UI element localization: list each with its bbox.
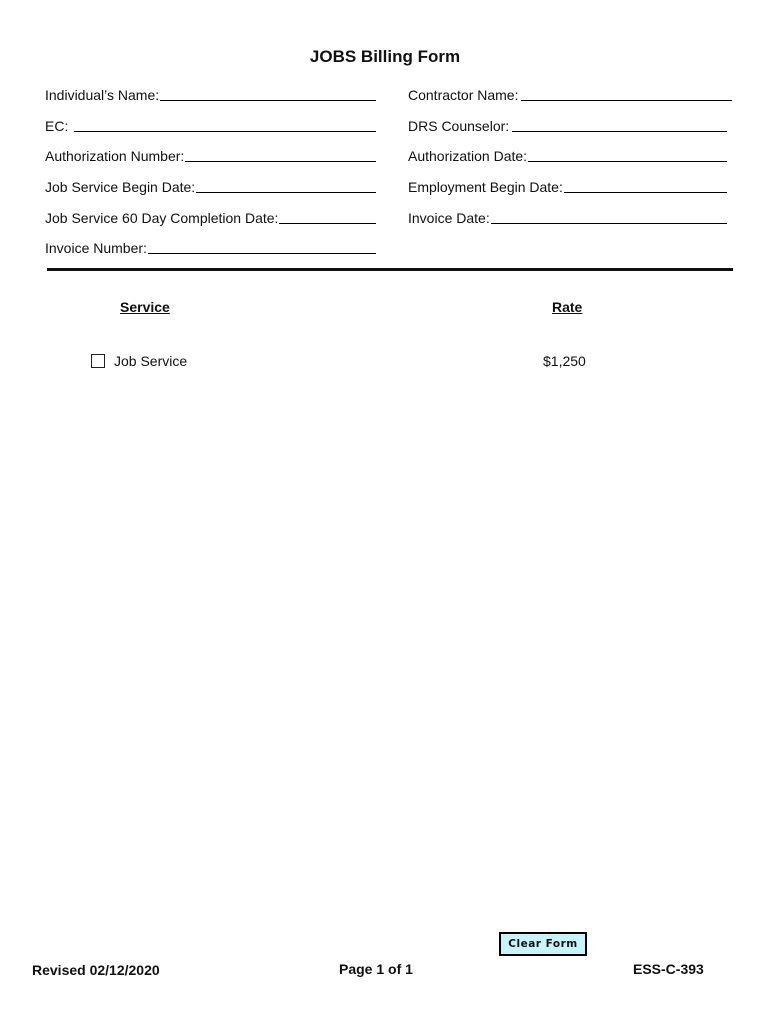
authorization-date-field[interactable] bbox=[408, 144, 727, 164]
job-service-begin-date-input[interactable] bbox=[196, 176, 376, 193]
employment-begin-date-input[interactable] bbox=[564, 176, 727, 193]
invoice-number-input[interactable] bbox=[148, 237, 376, 254]
ec-input[interactable] bbox=[74, 115, 376, 132]
invoice-number-label: Invoice Number: bbox=[45, 240, 147, 256]
drs-counselor-label: DRS Counselor: bbox=[408, 118, 510, 134]
form-id: ESS-C-393 bbox=[633, 961, 704, 977]
job-service-60-day-label: Job Service 60 Day Completion Date: bbox=[45, 210, 279, 226]
employment-begin-date-field[interactable] bbox=[408, 175, 727, 195]
clear-form-button[interactable]: Clear Form bbox=[499, 932, 587, 956]
individual-name-field[interactable] bbox=[45, 83, 376, 103]
individual-name-input[interactable] bbox=[160, 84, 376, 101]
job-service-checkbox[interactable] bbox=[91, 354, 105, 368]
invoice-number-field[interactable] bbox=[45, 236, 376, 256]
ec-field[interactable] bbox=[45, 114, 376, 134]
invoice-date-label: Invoice Date: bbox=[408, 210, 490, 226]
authorization-date-label: Authorization Date: bbox=[408, 148, 528, 164]
service-column-header: Service bbox=[120, 299, 170, 315]
job-service-begin-date-field[interactable] bbox=[45, 175, 376, 195]
job-service-60-day-field[interactable] bbox=[45, 206, 376, 226]
drs-counselor-field[interactable] bbox=[408, 114, 727, 134]
page-number: Page 1 of 1 bbox=[339, 961, 413, 977]
rate-column-header: Rate bbox=[552, 299, 583, 315]
invoice-date-field[interactable] bbox=[408, 206, 727, 226]
job-service-rate: $1,250 bbox=[543, 353, 586, 369]
employment-begin-date-label: Employment Begin Date: bbox=[408, 179, 563, 195]
invoice-date-input[interactable] bbox=[491, 207, 727, 224]
ec-label: EC: bbox=[45, 118, 69, 134]
authorization-number-input[interactable] bbox=[185, 145, 376, 162]
section-divider bbox=[47, 268, 733, 271]
job-service-60-day-input[interactable] bbox=[279, 207, 376, 224]
contractor-name-field[interactable] bbox=[408, 83, 732, 103]
drs-counselor-input[interactable] bbox=[512, 115, 727, 132]
contractor-name-label: Contractor Name: bbox=[408, 87, 519, 103]
form-title: JOBS Billing Form bbox=[309, 47, 461, 66]
revised-date: Revised 02/12/2020 bbox=[32, 962, 160, 978]
individual-name-label: Individual’s Name: bbox=[45, 87, 160, 103]
authorization-date-input[interactable] bbox=[528, 145, 727, 162]
job-service-label: Job Service bbox=[114, 353, 188, 369]
contractor-name-input[interactable] bbox=[521, 84, 732, 101]
authorization-number-field[interactable] bbox=[45, 144, 376, 164]
authorization-number-label: Authorization Number: bbox=[45, 148, 185, 164]
job-service-begin-date-label: Job Service Begin Date: bbox=[45, 179, 196, 195]
